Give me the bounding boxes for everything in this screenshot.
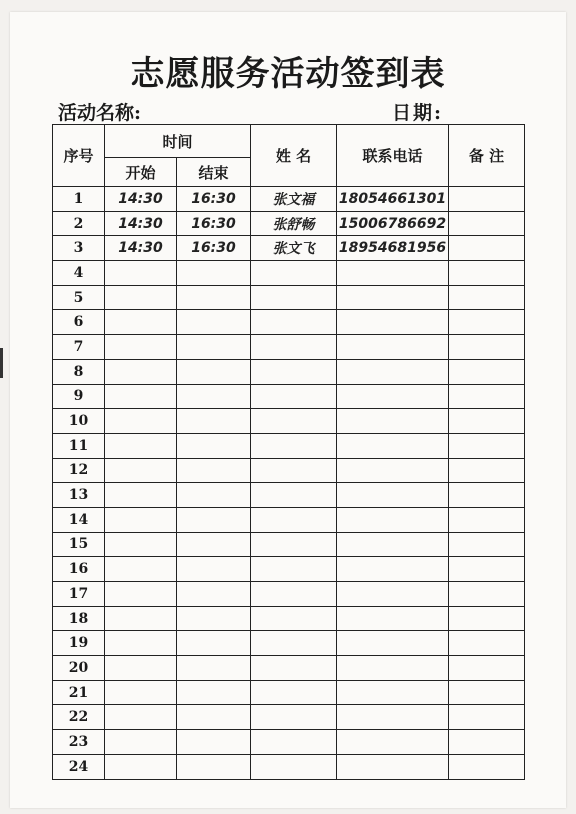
cell-phone: [337, 582, 449, 607]
cell-name: [251, 310, 337, 335]
cell-phone: 18954681956: [337, 236, 449, 261]
table-row: [53, 211, 525, 236]
cell-no: 5: [53, 285, 105, 310]
cell-phone: [337, 705, 449, 730]
cell-end-time: [177, 409, 251, 434]
cell-end-time: [177, 483, 251, 508]
cell-start-time: [105, 606, 177, 631]
cell-no: 21: [53, 680, 105, 705]
cell-name: [251, 631, 337, 656]
cell-end-time: [177, 730, 251, 755]
cell-no: 23: [53, 730, 105, 755]
cell-no: 11: [53, 433, 105, 458]
cell-end-time: [177, 754, 251, 779]
table-row: [53, 754, 525, 779]
cell-remark: [449, 507, 525, 532]
cell-no: 12: [53, 458, 105, 483]
cell-no: 13: [53, 483, 105, 508]
cell-name: 张舒畅: [251, 211, 337, 236]
cell-phone: [337, 656, 449, 681]
cell-remark: [449, 754, 525, 779]
cell-name: [251, 483, 337, 508]
cell-start-time: [105, 483, 177, 508]
cell-remark: [449, 211, 525, 236]
table-row: [53, 310, 525, 335]
cell-no: 16: [53, 557, 105, 582]
cell-start-time: 14:30: [105, 236, 177, 261]
cell-name: 张文福: [251, 187, 337, 212]
signin-table: [52, 124, 525, 780]
cell-end-time: [177, 285, 251, 310]
cell-name: [251, 680, 337, 705]
cell-remark: [449, 187, 525, 212]
cell-no: 24: [53, 754, 105, 779]
table-row: [53, 483, 525, 508]
cell-no: 20: [53, 656, 105, 681]
cell-name: [251, 754, 337, 779]
cell-remark: [449, 261, 525, 286]
cell-name: [251, 384, 337, 409]
cell-start-time: [105, 680, 177, 705]
signin-rows: [53, 187, 525, 780]
scan-edge-mark: [0, 348, 3, 378]
cell-start-time: [105, 384, 177, 409]
cell-phone: [337, 631, 449, 656]
cell-remark: [449, 433, 525, 458]
cell-no: 15: [53, 532, 105, 557]
cell-end-time: [177, 680, 251, 705]
cell-remark: [449, 631, 525, 656]
cell-remark: [449, 730, 525, 755]
cell-phone: [337, 483, 449, 508]
cell-start-time: [105, 458, 177, 483]
cell-end-time: [177, 433, 251, 458]
table-row: [53, 730, 525, 755]
cell-end-time: 16:30: [177, 211, 251, 236]
cell-end-time: [177, 384, 251, 409]
cell-no: 19: [53, 631, 105, 656]
cell-start-time: [105, 507, 177, 532]
cell-start-time: [105, 754, 177, 779]
cell-name: [251, 409, 337, 434]
cell-start-time: [105, 409, 177, 434]
table-row: [53, 532, 525, 557]
cell-start-time: [105, 261, 177, 286]
cell-start-time: [105, 557, 177, 582]
cell-remark: [449, 285, 525, 310]
cell-end-time: 16:30: [177, 236, 251, 261]
header-end: 结束: [177, 158, 251, 187]
cell-no: 2: [53, 211, 105, 236]
cell-end-time: [177, 631, 251, 656]
cell-no: 10: [53, 409, 105, 434]
cell-end-time: [177, 261, 251, 286]
table-row: [53, 458, 525, 483]
table-row: [53, 582, 525, 607]
cell-start-time: [105, 631, 177, 656]
cell-name: [251, 335, 337, 360]
cell-no: 9: [53, 384, 105, 409]
cell-start-time: [105, 532, 177, 557]
cell-no: 1: [53, 187, 105, 212]
cell-phone: [337, 359, 449, 384]
header-start: 开始: [105, 158, 177, 187]
cell-phone: [337, 754, 449, 779]
cell-remark: [449, 680, 525, 705]
cell-name: [251, 532, 337, 557]
cell-end-time: [177, 507, 251, 532]
cell-no: 6: [53, 310, 105, 335]
cell-phone: [337, 433, 449, 458]
cell-start-time: [105, 359, 177, 384]
cell-end-time: [177, 335, 251, 360]
cell-phone: [337, 606, 449, 631]
table-row: [53, 433, 525, 458]
cell-name: [251, 285, 337, 310]
cell-phone: [337, 335, 449, 360]
cell-name: 张文飞: [251, 236, 337, 261]
cell-remark: [449, 458, 525, 483]
cell-remark: [449, 384, 525, 409]
cell-name: [251, 656, 337, 681]
cell-end-time: [177, 557, 251, 582]
table-row: [53, 285, 525, 310]
cell-start-time: [105, 335, 177, 360]
table-row: [53, 705, 525, 730]
activity-name-label: 活动名称:: [58, 102, 142, 124]
cell-end-time: [177, 359, 251, 384]
cell-name: [251, 557, 337, 582]
cell-phone: [337, 730, 449, 755]
cell-name: [251, 458, 337, 483]
cell-remark: [449, 606, 525, 631]
cell-name: [251, 582, 337, 607]
table-row: [53, 335, 525, 360]
cell-remark: [449, 483, 525, 508]
cell-remark: [449, 335, 525, 360]
cell-no: 17: [53, 582, 105, 607]
date-label: 日期:: [392, 102, 444, 124]
cell-remark: [449, 236, 525, 261]
cell-phone: 15006786692: [337, 211, 449, 236]
cell-end-time: [177, 310, 251, 335]
header-time: 时间: [105, 125, 251, 158]
cell-remark: [449, 409, 525, 434]
cell-end-time: [177, 582, 251, 607]
cell-no: 22: [53, 705, 105, 730]
cell-phone: [337, 310, 449, 335]
table-row: [53, 261, 525, 286]
cell-remark: [449, 532, 525, 557]
table-row: [53, 656, 525, 681]
cell-end-time: [177, 606, 251, 631]
cell-remark: [449, 359, 525, 384]
cell-remark: [449, 705, 525, 730]
cell-phone: [337, 458, 449, 483]
table-row: [53, 187, 525, 212]
cell-start-time: [105, 310, 177, 335]
cell-start-time: [105, 705, 177, 730]
table-row: [53, 236, 525, 261]
table-row: [53, 359, 525, 384]
cell-name: [251, 433, 337, 458]
cell-end-time: [177, 458, 251, 483]
cell-end-time: [177, 656, 251, 681]
cell-phone: [337, 532, 449, 557]
cell-phone: [337, 557, 449, 582]
cell-name: [251, 359, 337, 384]
cell-end-time: 16:30: [177, 187, 251, 212]
cell-phone: [337, 384, 449, 409]
cell-remark: [449, 656, 525, 681]
cell-start-time: [105, 656, 177, 681]
table-row: [53, 557, 525, 582]
table-row: [53, 631, 525, 656]
cell-end-time: [177, 532, 251, 557]
cell-no: 18: [53, 606, 105, 631]
cell-start-time: 14:30: [105, 211, 177, 236]
cell-phone: [337, 285, 449, 310]
table-row: [53, 384, 525, 409]
header-remark: 备 注: [449, 125, 525, 187]
cell-phone: 18054661301: [337, 187, 449, 212]
cell-start-time: [105, 582, 177, 607]
cell-phone: [337, 409, 449, 434]
table-row: [53, 606, 525, 631]
table-row: [53, 409, 525, 434]
cell-remark: [449, 557, 525, 582]
cell-start-time: [105, 730, 177, 755]
cell-no: 3: [53, 236, 105, 261]
cell-name: [251, 606, 337, 631]
cell-no: 7: [53, 335, 105, 360]
cell-end-time: [177, 705, 251, 730]
cell-remark: [449, 582, 525, 607]
cell-no: 14: [53, 507, 105, 532]
cell-no: 4: [53, 261, 105, 286]
header-phone: 联系电话: [337, 125, 449, 187]
cell-phone: [337, 261, 449, 286]
cell-phone: [337, 507, 449, 532]
cell-name: [251, 705, 337, 730]
header-no: 序号: [53, 125, 105, 187]
cell-phone: [337, 680, 449, 705]
cell-name: [251, 261, 337, 286]
table-row: [53, 680, 525, 705]
cell-no: 8: [53, 359, 105, 384]
page-title: 志愿服务活动签到表: [130, 54, 446, 94]
cell-start-time: [105, 285, 177, 310]
header-name: 姓 名: [251, 125, 337, 187]
cell-name: [251, 730, 337, 755]
cell-name: [251, 507, 337, 532]
cell-start-time: [105, 433, 177, 458]
cell-remark: [449, 310, 525, 335]
table-row: [53, 507, 525, 532]
cell-start-time: 14:30: [105, 187, 177, 212]
